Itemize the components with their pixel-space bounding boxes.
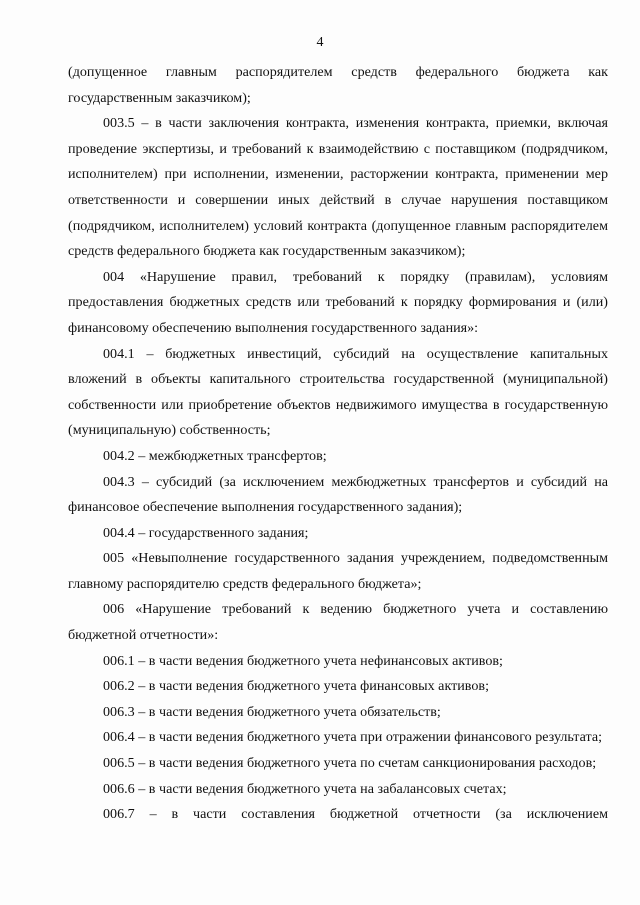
- paragraph: 004.2 – межбюджетных трансфертов;: [103, 447, 327, 464]
- paragraph: 006.3 – в части ведения бюджетного учета обязательств;: [103, 703, 441, 720]
- paragraph: 003.5 – в части заключения контракта, изменения контракта, приемки, включая проведение экспертизы, и требований к взаимодействию с поставщиком (подрядчиком, исполнителем) при исполнении, изменении, расторжении контракта, применении мер ответственности и совершении иных действий в случае нарушения поставщиком (подрядчиком, исполнителем) условий контракта (допущенное главным распорядителем средств федерального бюджета как государственным заказчиком);: [68, 115, 608, 260]
- paragraph: 004.1 – бюджетных инвестиций, субсидий на осуществление капитальных вложений в объекты капитального строительства государственной (муниципальной) собственности или приобретение объектов недвижимого имущества в государственную (муниципальную) собственность;: [68, 345, 608, 439]
- paragraph: 006.4 – в части ведения бюджетного учета при отражении финансового результата;: [103, 729, 603, 746]
- paragraph: (допущенное главным распорядителем средств федерального бюджета как государственным заказчиком);: [68, 64, 608, 106]
- paragraph: 006.6 – в части ведения бюджетного учета на забалансовых счетах;: [103, 780, 507, 797]
- paragraph: 006.2 – в части ведения бюджетного учета финансовых активов;: [103, 678, 489, 695]
- paragraph: 005 «Невыполнение государственного задания учреждением, подведомственным главному распорядителю средств федерального бюджета»;: [68, 550, 608, 592]
- paragraph: 004.3 – субсидий (за исключением межбюджетных трансфертов и субсидий на финансовое обеспечение выполнения государственного задания);: [68, 473, 608, 516]
- paragraph: 004 «Нарушение правил, требований к порядку (правилам), условиям предоставления бюджетных средств или требований к порядку формирования и (или) финансовому обеспечению выполнения государственного задания»:: [68, 268, 608, 336]
- document-body: [68, 60, 608, 828]
- paragraph: 006 «Нарушение требований к ведению бюджетного учета и составлению бюджетной отчетности»:: [68, 601, 608, 644]
- paragraph: 004.4 – государственного задания;: [103, 524, 309, 541]
- paragraph: 006.7 – в части составления бюджетной отчетности (за исключением: [103, 806, 608, 823]
- paragraph: 006.5 – в части ведения бюджетного учета по счетам санкционирования расходов;: [103, 755, 597, 772]
- paragraph: 006.1 – в части ведения бюджетного учета нефинансовых активов;: [103, 652, 503, 669]
- page-number: 4: [316, 35, 324, 50]
